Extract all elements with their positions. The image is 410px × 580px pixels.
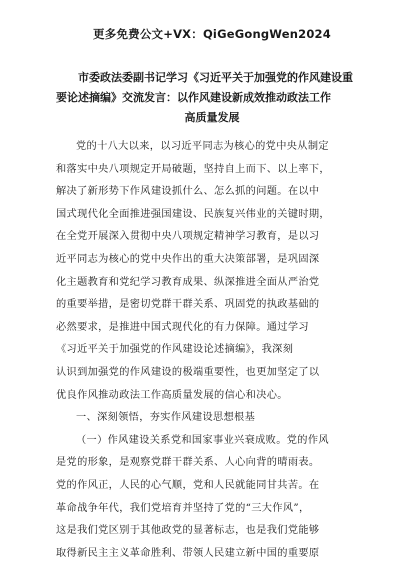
document-title (56, 68, 368, 128)
body-line: 取得新民主主义革命胜利、带领人民建立新中国的重要原 (56, 547, 320, 559)
body-line: 《习近平关于加强党的作风建设论述摘编》，我深刻 (56, 344, 294, 356)
body-line: 和落实中央八项规定开局破题，坚持自上而下、以上率下， (56, 163, 330, 175)
body-line: 解决了新形势下作风建设抓什么、怎么抓的问题。在以中 (56, 186, 320, 198)
body-line: 国式现代化全面推进强国建设、民族复兴伟业的关键时期， (56, 208, 330, 220)
body-line: 近平同志为核心的党中央作出的重大决策部署，是巩固深 (56, 253, 320, 265)
body-line: 党的十八大以来，以习近平同志为核心的党中央从制定 (76, 141, 329, 152)
title-line-1: 市委政法委副书记学习《习近平关于加强党的作风建设重 (78, 71, 353, 84)
body-line: 必然要求，是推进中国式现代化的有力保障。通过学习 (56, 321, 309, 333)
body-line: 革命战争年代，我们党培育并坚持了党的“三大作风”， (56, 502, 310, 514)
paragraph-section-1-1 (56, 430, 368, 566)
body-line: 在全党开展深入贯彻中央八项规定精神学习教育，是以习 (56, 231, 320, 243)
paragraph-intro (56, 136, 368, 407)
body-line: 这是我们党区别于其他政党的显著标志，也是我们党能够 (56, 525, 320, 537)
title-line-3: 高质量发展 (184, 111, 240, 124)
body-line: 化主题教育和党纪学习教育成果、纵深推进全面从严治党 (56, 276, 320, 288)
title-line-2: 要论述摘编》交流发言：以作风建设新成效推动政法工作 (56, 91, 331, 104)
body-line: 优良作风推动政法工作高质量发展的信心和决心。 (56, 389, 288, 401)
body-line: 的重要举措，是密切党群干群关系、巩固党的执政基础的 (56, 299, 320, 311)
document-body (56, 136, 368, 565)
section-heading-1: 一、深刻领悟，夯实作风建设思想根基 (76, 412, 256, 424)
body-line: 是党的形象，是观察党群干群关系、人心向背的晴雨表。 (56, 457, 320, 469)
body-line: （一）作风建设关系党和国家事业兴衰成败。党的作风 (76, 434, 329, 446)
body-line: 党的作风正，人民的心气顺，党和人民就能同甘共苦。在 (56, 479, 320, 491)
body-line: 认识到加强党的作风建设的极端重要性，也更加坚定了以 (56, 366, 320, 378)
watermark-header: 更多免费公文+VX：QiGeGongWen2024 (93, 27, 331, 41)
